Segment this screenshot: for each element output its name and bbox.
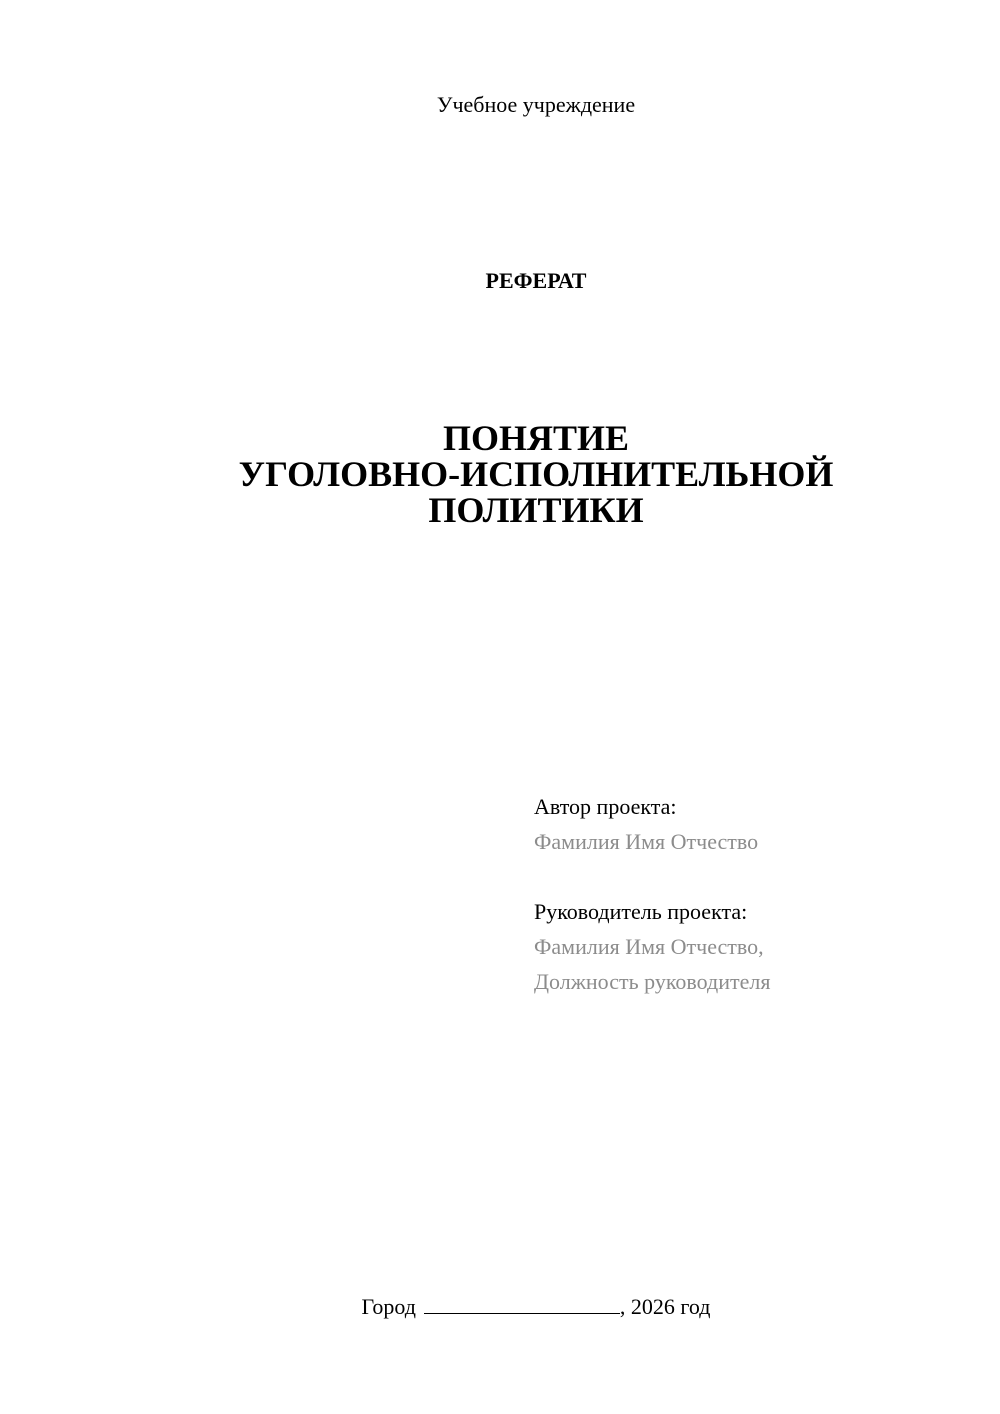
author-name: Фамилия Имя Отчество — [534, 829, 759, 854]
supervisor-position: Должность руководителя — [534, 969, 771, 994]
title-line: ПОНЯТИЕ — [442, 418, 630, 458]
city-year-line — [0, 1291, 1000, 1320]
author-info-block — [534, 789, 770, 999]
city-label: Город — [361, 1294, 416, 1319]
city-blank-line — [424, 1291, 620, 1314]
author-label: Автор проекта: — [534, 794, 677, 819]
document-type: РЕФЕРАТ — [485, 268, 587, 293]
year-text: , 2026 год — [619, 1294, 711, 1319]
title-line: УГОЛОВНО-ИСПОЛНИТЕЛЬНОЙ — [238, 454, 834, 494]
supervisor-label: Руководитель проекта: — [534, 899, 748, 924]
institution-name: Учебное учреждение — [436, 92, 636, 117]
supervisor-name: Фамилия Имя Отчество, — [534, 934, 764, 959]
title-line: ПОЛИТИКИ — [428, 490, 644, 530]
document-title — [0, 420, 1000, 528]
